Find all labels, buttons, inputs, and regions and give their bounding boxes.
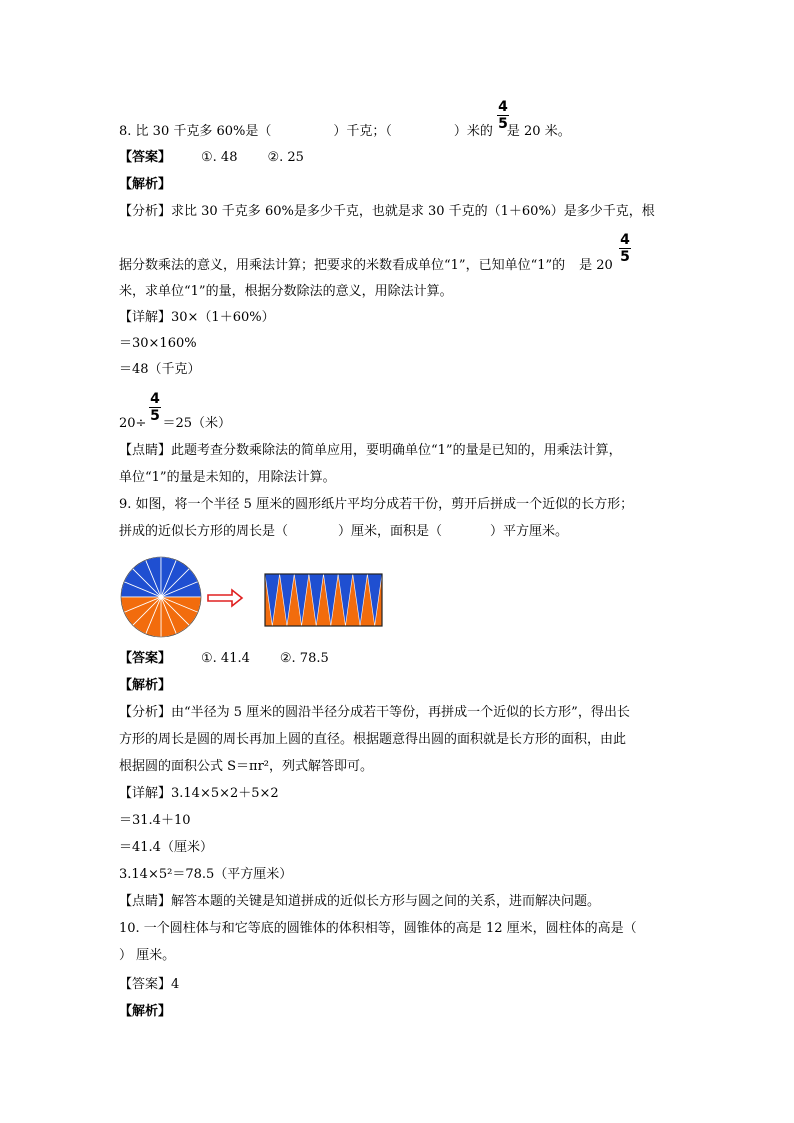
answer-2: ②. 78.5 — [279, 651, 329, 666]
q10-analysis-label: 【解析】 — [119, 1004, 172, 1019]
q9-answer — [119, 651, 329, 667]
q9-detail-4: 3.14×5²＝78.5（平方厘米） — [119, 867, 293, 882]
q9-text-c: ）平方厘米。 — [490, 524, 569, 539]
q9-question-1: 9. 如图，将一个半径 5 厘米的圆形纸片平均分成若干份，剪开后拼成一个近似的长方形； — [119, 497, 634, 512]
fraction-numerator: 4 — [150, 391, 160, 407]
q10-question-1: 10. 一个圆柱体与和它等底的圆锥体的体积相等，圆锥体的高是 12 厘米，圆柱体的高是（ — [119, 921, 637, 936]
q8-detail-1: 【详解】30×（1＋60%） — [119, 310, 275, 325]
q9-fenxi-2: 方形的周长是圆的周长再加上圆的直径。根据题意得出圆的面积就是长方形的面积，由此 — [119, 732, 627, 747]
q8-fenxi-2b: 是 20 — [579, 258, 613, 273]
q8-text-c: ）米的 — [453, 124, 493, 139]
q8-text-b: ）千克；（ — [333, 124, 392, 139]
answer-2: ②. 25 — [267, 150, 304, 165]
q9-detail-2: ＝31.4＋10 — [119, 813, 191, 828]
q8-fenxi-2 — [119, 258, 613, 274]
q9-analysis-label: 【解析】 — [119, 678, 172, 693]
answer-label: 【答案】 — [119, 651, 172, 666]
q9-text-b: ）厘米，面积是（ — [338, 524, 443, 539]
q8-dianjing-2: 单位“1”的量是未知的，用除法计算。 — [119, 470, 336, 485]
q8-fenxi-1: 【分析】求比 30 千克多 60%是多少千克，也就是求 30 千克的（1＋60%）是多少千克，根 — [119, 204, 655, 219]
right-arrow-icon — [208, 590, 242, 606]
q9-text-a: 拼成的近似长方形的周长是（ — [119, 524, 289, 539]
q8-detail-2: ＝30×160% — [119, 336, 197, 351]
q8-detail-3: ＝48（千克） — [119, 362, 201, 377]
q8-analysis-label: 【解析】 — [119, 177, 172, 192]
rearranged-rectangle — [265, 574, 382, 626]
q8-fenxi-fraction — [619, 233, 631, 264]
fraction-denominator: 5 — [498, 116, 508, 132]
q8-fenxi-3: 米，求单位“1”的量，根据分数除法的意义，用除法计算。 — [119, 284, 453, 299]
q8-fenxi-2a: 据分数乘法的意义，用乘法计算；把要求的米数看成单位“1”，已知单位“1”的 — [119, 258, 566, 273]
q9-dianjing-1: 【点睛】解答本题的关键是知道拼成的近似长方形与圆之间的关系，进而解决问题。 — [119, 894, 601, 909]
q8-detail-4a: 20÷ — [119, 416, 147, 431]
q8-text-a: 8. 比 30 千克多 60%是（ — [119, 124, 272, 139]
q9-fenxi-1: 【分析】由“半径为 5 厘米的圆沿半径分成若干等份，再拼成一个近似的长方形”，得出长 — [119, 705, 630, 720]
fraction-denominator: 5 — [150, 408, 160, 424]
fraction-numerator: 4 — [498, 99, 508, 115]
answer-label: 【答案】 — [119, 150, 172, 165]
q10-question-2: ） 厘米。 — [119, 948, 176, 963]
q8-detail-4b: ＝25（米） — [162, 416, 231, 431]
q9-fenxi-3: 根据圆的面积公式 S＝πr²，列式解答即可。 — [119, 759, 374, 774]
circle-to-rectangle-figure — [119, 551, 391, 643]
q10-answer: 【答案】4 — [119, 977, 180, 992]
answer-1: ①. 48 — [201, 150, 238, 165]
q9-detail-1: 【详解】3.14×5×2＋5×2 — [119, 786, 279, 801]
q9-detail-3: ＝41.4（厘米） — [119, 840, 213, 855]
q9-question-2 — [119, 524, 568, 540]
segmented-circle — [121, 557, 201, 637]
q8-fraction — [497, 100, 509, 131]
fraction-denominator: 5 — [620, 249, 630, 265]
answer-1: ①. 41.4 — [201, 651, 250, 666]
q8-detail-4 — [119, 416, 231, 432]
fraction-numerator: 4 — [620, 232, 630, 248]
q8-detail-fraction — [149, 392, 161, 423]
q8-text-d: 是 20 米。 — [506, 124, 571, 139]
q8-dianjing-1: 【点睛】此题考查分数乘除法的简单应用，要明确单位“1”的量是已知的，用乘法计算， — [119, 443, 622, 458]
q8-answer — [119, 150, 304, 166]
